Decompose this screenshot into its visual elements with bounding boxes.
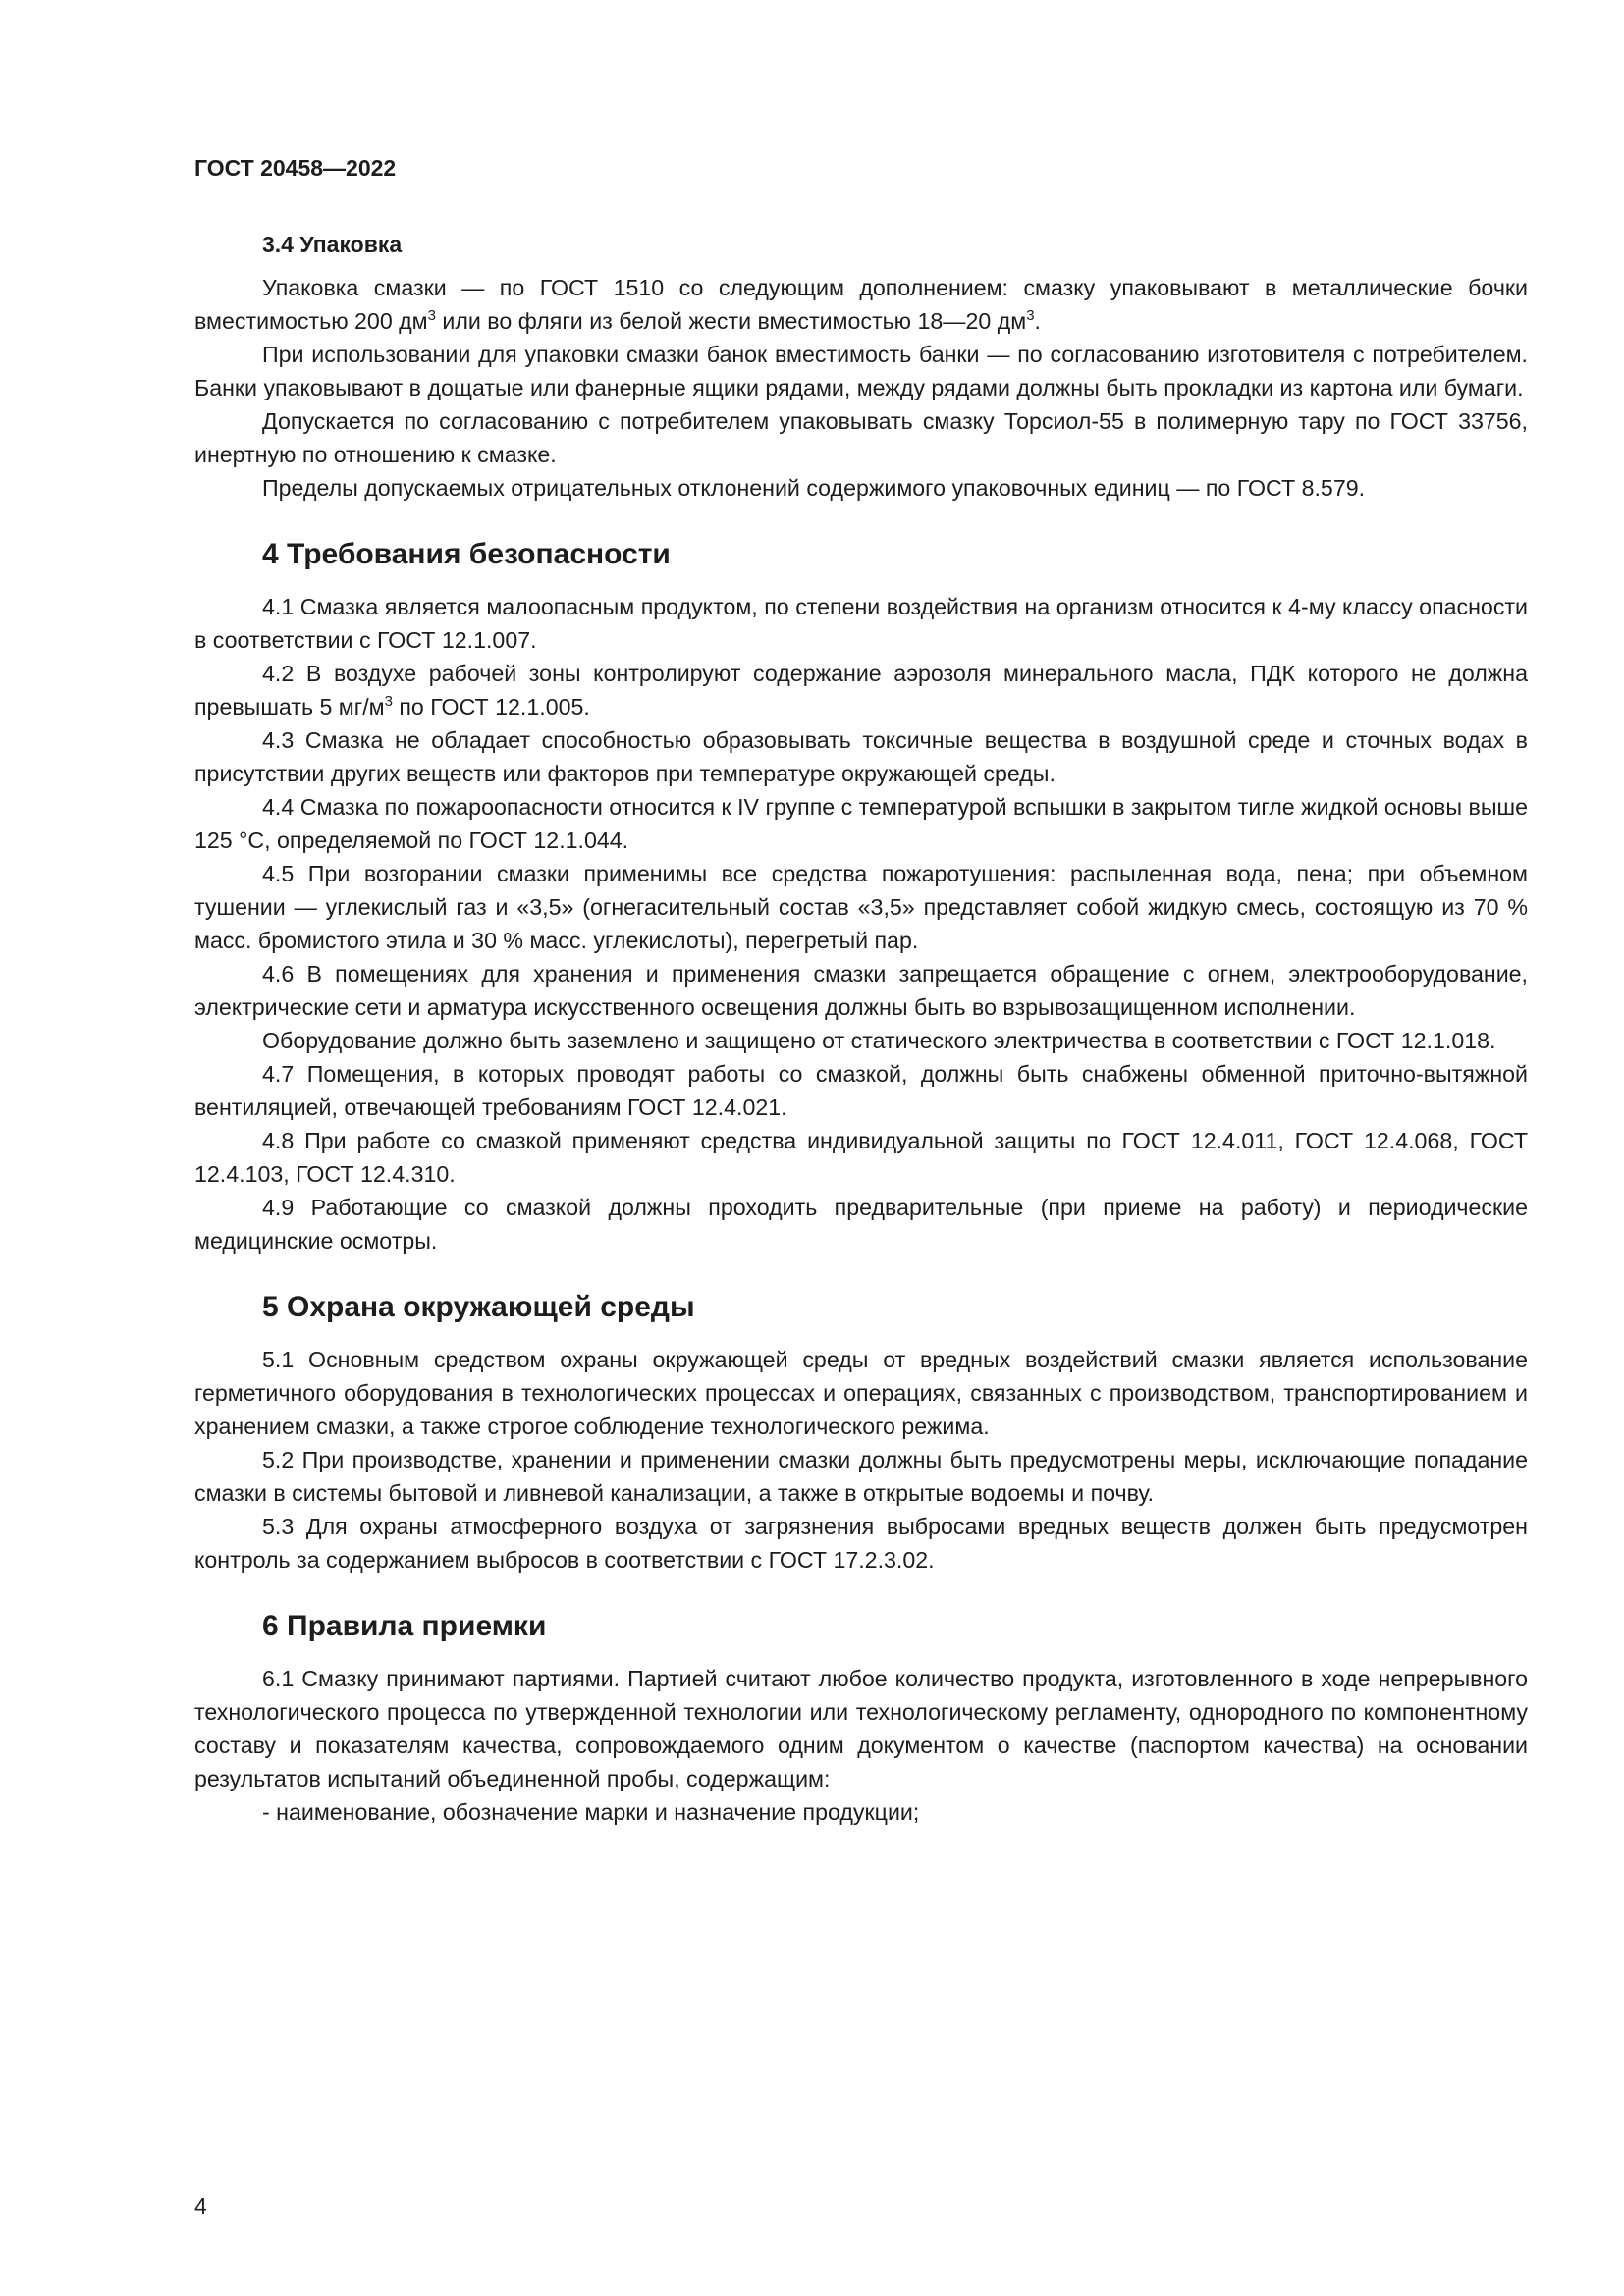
paragraph-6-1: 6.1 Смазку принимают партиями. Партией считают любое количество продукта, изготовленного в ходе непрерывного технологического процесса по утвержденной технологии или технологическому регламенту, однородного по компонентному составу и показателям качества, сопровождаемого одним документом о качестве (паспортом качества) на основании результатов испытаний объединенной пробы, содержащим: xyxy=(194,1666,1528,1791)
list-item: - наименование, обозначение марки и назначение продукции; xyxy=(262,1799,920,1825)
paragraph-4-4: 4.4 Смазка по пожароопасности относится к IV группе с температурой вспышки в закрытом тигле жидкой основы выше 125 °С, определяемой по ГОСТ 12.1.044. xyxy=(194,794,1528,853)
paragraph-4-8: 4.8 При работе со смазкой применяют средства индивидуальной защиты по ГОСТ 12.4.011, ГОСТ 12.4.068, ГОСТ 12.4.103, ГОСТ 12.4.310. xyxy=(194,1128,1528,1187)
paragraph-text: . xyxy=(1034,308,1041,334)
paragraph-3-4-1 xyxy=(194,271,1528,338)
paragraph-3-4-2: При использовании для упаковки смазки банок вместимость банки — по согласованию изготовителя с потребителем. Банки упаковывают в дощатые или фанерные ящики рядами, между рядами должны быть прокладки из картона или бумаги. xyxy=(194,342,1528,400)
paragraph-4-1: 4.1 Смазка является малоопасным продуктом, по степени воздействия на организм относится к 4-му классу опасности в соответствии с ГОСТ 12.1.007. xyxy=(194,594,1528,653)
section-5-title: 5 Охрана окружающей среды xyxy=(262,1291,695,1323)
paragraph-3-4-4: Пределы допускаемых отрицательных отклонений содержимого упаковочных единиц — по ГОСТ 8.579. xyxy=(262,475,1366,501)
paragraph-5-2: 5.2 При производстве, хранении и применении смазки должны быть предусмотрены меры, исключающие попадание смазки в системы бытовой и ливневой канализации, а также в открытые водоемы и почву. xyxy=(194,1447,1528,1506)
paragraph-text: Упаковка смазки — по ГОСТ 1510 со следующим дополнением: смазку упаковывают в металлические бочки вместимостью 200 дм xyxy=(194,275,1528,334)
document-body xyxy=(194,228,1528,1829)
paragraph-4-3: 4.3 Смазка не обладает способностью образовывать токсичные вещества в воздушной среде и сточных водах в присутствии других веществ или факторов при температуре окружающей среды. xyxy=(194,727,1528,786)
paragraph-4-7: 4.7 Помещения, в которых проводят работы со смазкой, должны быть снабжены обменной приточно-вытяжной вентиляцией, отвечающей требованиям ГОСТ 12.4.021. xyxy=(194,1061,1528,1120)
paragraph-4-6: 4.6 В помещениях для хранения и применения смазки запрещается обращение с огнем, электрооборудование, электрические сети и арматура искусственного освещения должны быть во взрывозащищенном исполнении. xyxy=(194,961,1528,1020)
document-code-header: ГОСТ 20458—2022 xyxy=(194,155,397,181)
paragraph-text: или во фляги из белой жести вместимостью 18—20 дм xyxy=(435,308,1027,334)
paragraph-5-1: 5.1 Основным средством охраны окружающей среды от вредных воздействий смазки является использование герметичного оборудования в технологических процессах и операциях, связанных с производством, транспортированием и хранением смазки, а также строгое соблюдение технологического режима. xyxy=(194,1347,1528,1439)
paragraph-text: 4.2 В воздухе рабочей зоны контролируют содержание аэрозоля минерального масла, ПДК которого не должна превышать 5 мг/м xyxy=(194,661,1528,720)
paragraph-4-5: 4.5 При возгорании смазки применимы все средства пожаротушения: распыленная вода, пена; при объемном тушении — углекислый газ и «3,5» (огнегасительный состав «3,5» представляет собой жидкую смесь, состоящую из 70 % масс. бромистого этила и 30 % масс. углекислоты), перегретый пар. xyxy=(194,861,1528,953)
paragraph-text: по ГОСТ 12.1.005. xyxy=(392,694,590,720)
paragraph-5-3: 5.3 Для охраны атмосферного воздуха от загрязнения выбросами вредных веществ должен быть предусмотрен контроль за содержанием выбросов в соответствии с ГОСТ 17.2.3.02. xyxy=(194,1514,1528,1573)
section-6-title: 6 Правила приемки xyxy=(262,1610,547,1642)
paragraph-4-9: 4.9 Работающие со смазкой должны проходить предварительные (при приеме на работу) и периодические медицинские осмотры. xyxy=(194,1195,1528,1254)
section-3-4-title: 3.4 Упаковка xyxy=(262,232,403,257)
superscript: 3 xyxy=(384,693,393,710)
superscript: 3 xyxy=(427,307,436,324)
paragraph-3-4-3: Допускается по согласованию с потребителем упаковывать смазку Торсиол-55 в полимерную тару по ГОСТ 33756, инертную по отношению к смазке. xyxy=(194,408,1528,467)
paragraph-4-6-continued: Оборудование должно быть заземлено и защищено от статического электричества в соответствии с ГОСТ 12.1.018. xyxy=(262,1028,1496,1053)
paragraph-4-2 xyxy=(194,657,1528,723)
page-number: 4 xyxy=(194,2193,207,2218)
superscript: 3 xyxy=(1026,307,1035,324)
section-4-title: 4 Требования безопасности xyxy=(262,538,671,570)
